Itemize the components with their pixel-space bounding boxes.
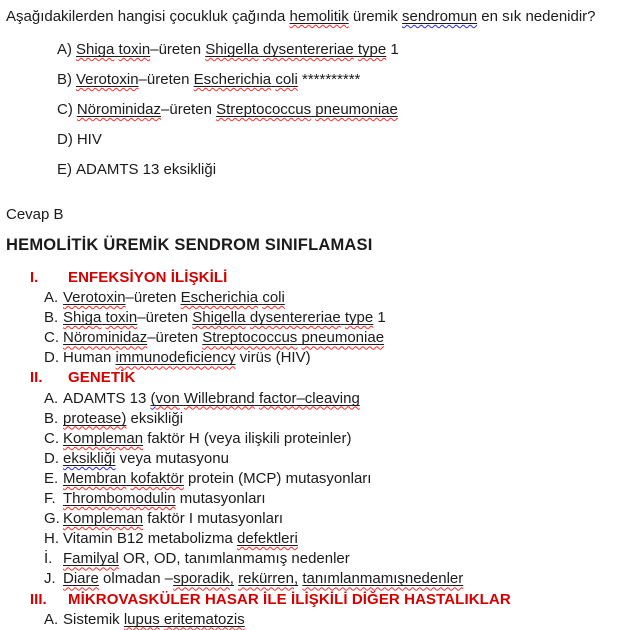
text-segment: faktör H (veya ilişkili proteinler) (143, 429, 352, 447)
text-segment: defektleri (236, 530, 298, 548)
text-segment: Streptococcus (216, 101, 312, 118)
text-segment: ( (150, 389, 156, 407)
text-segment: Escherichia (193, 71, 272, 88)
underlined-text (184, 390, 255, 407)
underlined-text (63, 289, 126, 306)
section-header (0, 268, 642, 288)
text-segment: Diare (63, 570, 99, 588)
text-segment: coli (275, 71, 298, 88)
text-segment: coli (262, 289, 285, 307)
text-segment: protein (MCP) mutasyonları (183, 469, 372, 487)
underlined-text (302, 570, 463, 587)
text-segment: Sistemik (63, 610, 124, 628)
underlined-text (63, 329, 147, 346)
text-segment: –üreten (161, 101, 217, 118)
text-segment: Vitamin B12 metabolizma (63, 530, 237, 548)
text-segment: dysentereriae (249, 309, 341, 327)
option-label: B) (57, 71, 72, 88)
list-item (0, 348, 642, 368)
option-label: D) (57, 131, 73, 148)
underlined-text (216, 101, 311, 118)
text-segment: tanımlanmamışnedenler (302, 570, 464, 588)
text-segment: , (293, 570, 299, 588)
item-text (63, 611, 245, 628)
list-item (0, 549, 642, 569)
option-text (77, 101, 398, 118)
item-letter: G. (44, 510, 60, 528)
text-segment: Willebrand (183, 389, 255, 407)
underlined-text (358, 41, 386, 58)
underlined-text (237, 530, 298, 547)
text-segment: Kompleman (63, 429, 144, 447)
section-header (0, 368, 642, 388)
text-segment: protease) (63, 409, 127, 427)
classification-heading: HEMOLİTİK ÜREMİK SENDROM SINIFLAMASI (6, 236, 373, 254)
text-segment: Shigella (205, 41, 259, 58)
options-list (0, 41, 642, 179)
list-item (0, 389, 642, 409)
item-letter: A. (44, 389, 59, 407)
text-segment: lupus (123, 610, 160, 628)
underlined-text (124, 611, 160, 628)
item-letter: E. (44, 469, 59, 487)
option-text (76, 71, 360, 88)
text-segment: rekürren (238, 570, 294, 588)
underlined-text (63, 550, 119, 567)
item-text (63, 349, 311, 366)
text-segment: ********** (297, 71, 361, 88)
item-text (63, 430, 351, 447)
list-item (0, 509, 642, 529)
underlined-text (192, 309, 245, 326)
list-item (0, 449, 642, 469)
underlined-text (63, 450, 116, 467)
list-item (0, 610, 642, 630)
underlined-text (263, 41, 354, 58)
underlined-text (290, 8, 349, 25)
answer-option (57, 131, 642, 149)
item-text (63, 410, 183, 427)
answer-line: Cevap B (6, 206, 64, 223)
text-segment: pneumoniae (315, 101, 398, 118)
text-segment: mutasyonları (175, 490, 266, 508)
item-text (63, 470, 371, 487)
answer-option (57, 41, 642, 59)
item-letter: İ. (44, 550, 53, 568)
item-text (63, 530, 298, 547)
answer-option (57, 71, 642, 89)
text-segment: Streptococcus (202, 329, 298, 347)
underlined-text (173, 570, 230, 587)
item-letter: A. (44, 610, 59, 628)
text-segment: eksikliği (63, 449, 116, 467)
item-letter: C. (44, 429, 59, 447)
text-segment: –üreten (125, 289, 181, 307)
text-segment: toxin (105, 309, 138, 327)
text-segment: üremik (348, 8, 403, 25)
text-segment: pneumoniae (301, 329, 385, 347)
underlined-text (238, 570, 294, 587)
underlined-text (63, 309, 101, 326)
text-segment: Familyal (63, 550, 119, 568)
text-segment: 1 (373, 309, 386, 327)
list-item (0, 529, 642, 549)
option-label: C) (57, 101, 73, 118)
underlined-text (63, 470, 126, 487)
option-label: A) (57, 41, 72, 58)
list-item (0, 429, 642, 449)
text-segment: eritematozis (163, 610, 245, 628)
text-segment: type (344, 309, 374, 327)
text-segment: ADAMTS 13 (63, 389, 151, 407)
text-segment: Verotoxin (76, 71, 139, 88)
underlined-text (250, 309, 341, 326)
underlined-text (119, 41, 151, 58)
section-title: MİKROVASKÜLER HASAR İLE İLİŞKİLİ DİĞER HASTALIKLAR (68, 590, 511, 608)
text-segment: –üreten (147, 329, 203, 347)
item-text (63, 390, 360, 407)
underlined-text (205, 41, 258, 58)
underlined-text (202, 329, 297, 346)
item-text (63, 450, 229, 467)
text-segment: type (357, 41, 387, 58)
document-page (0, 7, 642, 628)
underlined-text (315, 101, 398, 118)
text-segment: Nörominidaz (76, 101, 162, 118)
item-letter: D. (44, 349, 59, 367)
item-text (63, 490, 266, 507)
text-segment: en sık nedenidir? (477, 8, 596, 25)
text-segment: virüs (HIV) (235, 349, 311, 367)
item-text (63, 510, 283, 527)
item-letter: A. (44, 289, 59, 307)
text-segment: toxin (118, 41, 151, 58)
text-segment: olmadan – (98, 570, 174, 588)
underlined-text (259, 390, 360, 407)
list-item (0, 288, 642, 308)
text-segment: HIV (76, 131, 102, 148)
underlined-text (301, 329, 384, 346)
underlined-text (262, 289, 285, 306)
option-text (76, 41, 399, 58)
text-segment: dysentereriae (262, 41, 354, 58)
item-text (63, 570, 463, 587)
question-text (6, 7, 642, 27)
item-text (63, 329, 384, 346)
text-segment: immunodeficiency (115, 349, 236, 367)
underlined-text (402, 8, 477, 25)
underlined-text (106, 309, 138, 326)
text-segment: Nörominidaz (63, 329, 148, 347)
text-segment: –üreten (138, 71, 194, 88)
text-segment: hemolitik (289, 8, 349, 25)
text-segment: –üreten (137, 309, 193, 327)
section-numeral: II. (30, 369, 43, 387)
section-title: GENETİK (68, 369, 136, 387)
option-text (77, 131, 102, 148)
text-segment: Shiga (63, 309, 102, 327)
option-text (76, 161, 216, 178)
list-item (0, 409, 642, 429)
underlined-text (156, 390, 180, 407)
text-segment: Thrombomodulin (63, 490, 176, 508)
list-item (0, 469, 642, 489)
section-title: ENFEKSİYON İLİŞKİLİ (68, 269, 228, 286)
item-letter: H. (44, 530, 59, 548)
classification-list (0, 268, 642, 630)
underlined-text (76, 41, 114, 58)
underlined-text (116, 349, 236, 366)
text-segment: Shigella (192, 309, 246, 327)
list-item (0, 569, 642, 589)
underlined-text (194, 71, 272, 88)
item-letter: C. (44, 329, 59, 347)
text-segment: factor–cleaving (258, 389, 360, 407)
item-letter: D. (44, 449, 59, 467)
answer-option (57, 161, 642, 179)
text-segment: OR, OD, tanımlanmamış nedenler (118, 550, 350, 568)
item-text (63, 309, 386, 326)
item-text (63, 550, 350, 567)
text-segment: sendromun (402, 8, 478, 25)
underlined-text (63, 410, 126, 427)
section-numeral: I. (30, 269, 39, 286)
underlined-text (63, 510, 143, 527)
item-letter: F. (44, 490, 56, 508)
item-text (63, 289, 285, 306)
answer-option (57, 101, 642, 119)
text-segment: faktör I mutasyonları (143, 510, 284, 528)
text-segment: veya mutasyonu (115, 449, 229, 467)
list-item (0, 489, 642, 509)
underlined-text (77, 101, 161, 118)
list-item (0, 308, 642, 328)
text-segment: eksikliği (126, 409, 184, 427)
underlined-text (181, 289, 259, 306)
text-segment: Verotoxin (63, 289, 126, 307)
text-segment: , (229, 570, 234, 588)
text-segment: sporadik (173, 570, 230, 588)
text-segment: Shiga (76, 41, 115, 58)
underlined-text (345, 309, 373, 326)
text-segment: Kompleman (63, 510, 144, 528)
text-segment: von (155, 389, 180, 407)
text-segment: Membran (63, 469, 127, 487)
item-letter: J. (44, 570, 56, 588)
option-label: E) (57, 161, 72, 178)
item-letter: B. (44, 309, 59, 327)
text-segment: 1 (386, 41, 399, 58)
list-item (0, 328, 642, 348)
text-segment: Escherichia (180, 289, 259, 307)
underlined-text (164, 611, 245, 628)
text-segment: Human (63, 349, 116, 367)
text-segment: kofaktör (130, 469, 184, 487)
text-segment: ADAMTS 13 eksikliği (76, 161, 217, 178)
underlined-text (63, 570, 99, 587)
underlined-text (76, 71, 139, 88)
item-letter: B. (44, 409, 59, 427)
text-segment: Aşağıdakilerden hangisi çocukluk çağında (6, 8, 290, 25)
underlined-text (131, 470, 184, 487)
section-numeral: III. (30, 590, 47, 608)
underlined-text (63, 490, 176, 507)
text-segment: –üreten (150, 41, 206, 58)
underlined-text (63, 430, 143, 447)
underlined-text (275, 71, 298, 88)
